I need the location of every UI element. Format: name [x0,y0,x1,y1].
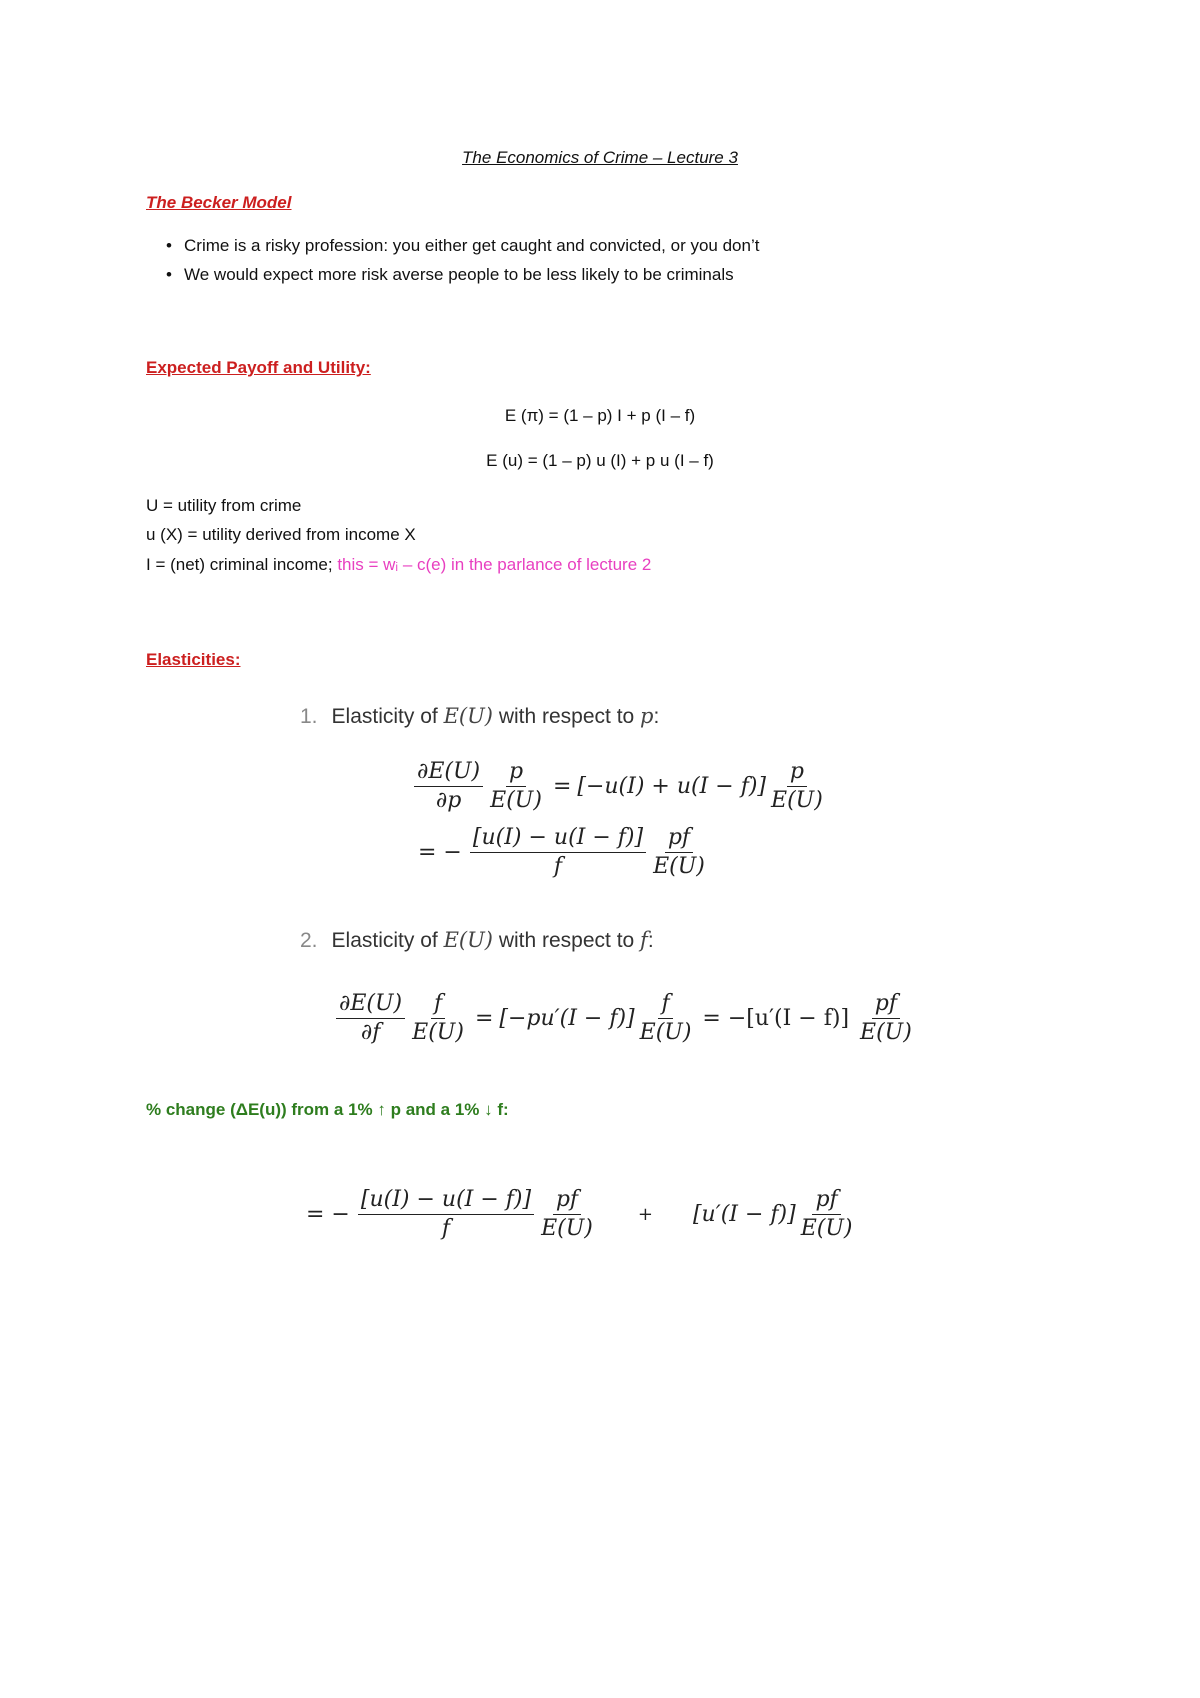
bullet-text: Crime is a risky profession: you either get caught and convicted, or you don’t [184,236,760,255]
item-mid: with respect to [492,705,641,728]
item-number: 1. [300,705,318,728]
fraction: $\frac{\partial E(U)}{\partial p}$ [414,760,483,813]
change-equation: = − $\frac{[u(I) - u(I - f)]}{f}$ $\frac{pf}{E(U)}$ + [u′(I − f)] $\frac{pf}{E(U)}$ [300,1188,857,1241]
elasticity-f-equation: $\frac{\partial E(U)}{\partial f}$ $\frac{f}{E(U)}$ = [−pu′(I − f)] $\frac{f}{E(U)}$ = −[u′(I − f)] $\frac{pf}{E(U)}$ [334,992,917,1045]
list-item [166,236,760,256]
page-title: The Economics of Crime – Lecture 3 [462,148,738,167]
item-end: : [653,705,660,728]
elasticity-p-equation-line2: = − $\frac{[u(I) - u(I - f)]}{f}$ $\frac{pf}{E(U)}$ [412,826,710,879]
item-text: Elasticity of [331,929,444,952]
definition-u: u (X) = utility derived from income X [146,525,416,544]
equation-expected-payoff: E (π) = (1 – p) I + p (I – f) [504,406,696,425]
definition-I [146,555,651,575]
item-text: Elasticity of [331,705,444,728]
item-mid: with respect to [492,929,641,952]
section-heading-becker: The Becker Model [146,193,292,212]
definition-U: U = utility from crime [146,496,302,515]
elasticity-item-1 [300,704,659,729]
fraction: $\frac{[u(I) - u(I - f)]}{f}$ [470,826,646,879]
item-wrt: p [640,704,654,728]
equation-expected-utility: E (u) = (1 – p) u (I) + p u (I – f) [486,451,714,470]
fraction: $\frac{p}{E(U)}$ [490,759,542,814]
item-number: 2. [300,929,318,952]
item-var: E(U) [443,928,493,952]
fraction: $\frac{pf}{E(U)}$ [541,1187,593,1242]
bullet-icon: • [166,236,172,255]
section-heading-change: % change (ΔE(u)) from a 1% ↑ p and a 1% ↓ f: [146,1100,509,1119]
section-heading-expected: Expected Payoff and Utility: [146,358,371,377]
elasticity-p-equation-line1: $\frac{\partial E(U)}{\partial p}$ $\frac{p}{E(U)}$ = [−u(I) + u(I − f)] $\frac{p}{E(U)}$ [412,760,828,813]
fraction: $\frac{f}{E(U)}$ [412,991,464,1046]
fraction: $\frac{p}{E(U)}$ [771,759,823,814]
fraction: $\frac{\partial E(U)}{\partial f}$ [336,992,405,1045]
fraction: $\frac{pf}{E(U)}$ [860,991,912,1046]
item-var: E(U) [443,704,493,728]
fraction: $\frac{f}{E(U)}$ [639,991,692,1046]
item-wrt: f [640,928,648,952]
list-item [166,265,734,285]
fraction: $\frac{pf}{E(U)}$ [800,1187,853,1242]
elasticity-item-2 [300,928,654,953]
fraction: $\frac{pf}{E(U)}$ [653,825,705,880]
item-end: : [647,929,654,952]
definition-I-note: this = wᵢ – c(e) in the parlance of lecture 2 [337,555,652,574]
fraction: $\frac{[u(I) - u(I - f)]}{f}$ [358,1188,534,1241]
section-heading-elasticities: Elasticities: [146,650,241,669]
definition-I-text: I = (net) criminal income; [146,555,338,574]
bullet-icon: • [166,265,172,284]
bullet-text: We would expect more risk averse people to be less likely to be criminals [184,265,734,284]
